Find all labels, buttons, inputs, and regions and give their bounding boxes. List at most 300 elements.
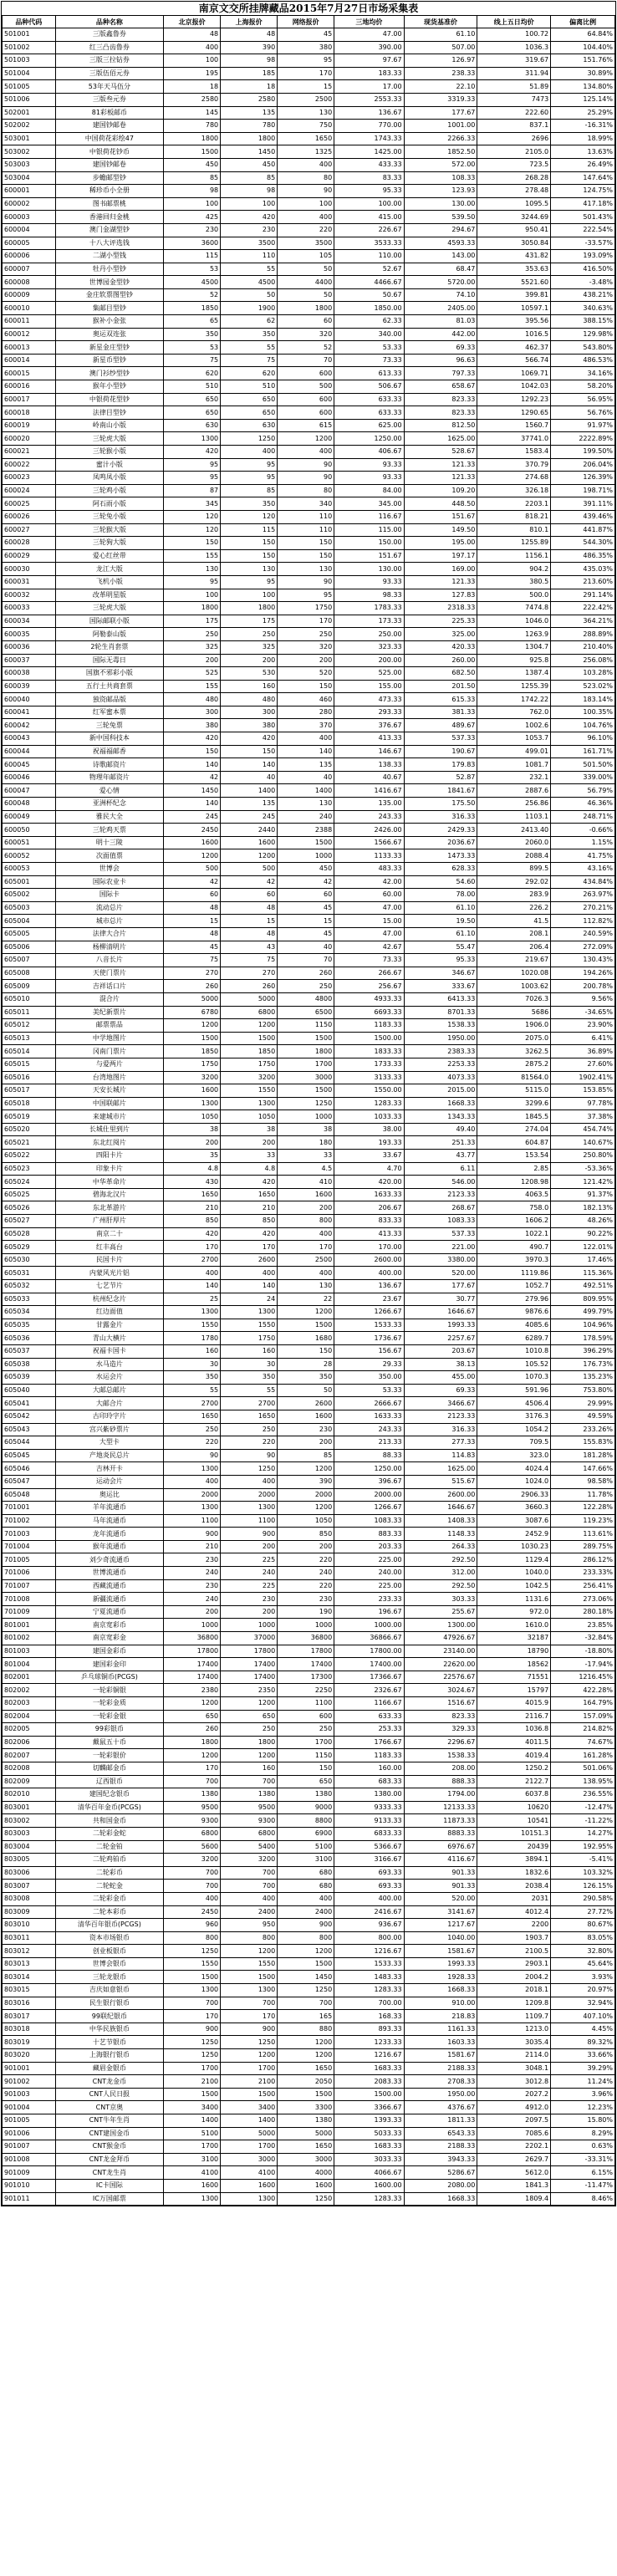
item-name-cell: 上海银行银币 (55, 2049, 163, 2063)
spot-base-price-cell: 325.00 (404, 628, 477, 641)
item-code-cell: 803004 (3, 1840, 56, 1854)
spot-base-price-cell: 1083.33 (404, 1215, 477, 1228)
item-name-cell: 阿勒泰山版 (55, 628, 163, 641)
five-day-avg-cell: 1213.0 (477, 2023, 551, 2036)
beijing-price-cell: 1850 (164, 302, 221, 315)
item-name-cell: 牡丹小型钞 (55, 263, 163, 276)
shanghai-price-cell: 98 (221, 185, 278, 198)
beijing-price-cell: 1600 (164, 2179, 221, 2192)
online-price-cell: 70 (278, 354, 334, 367)
shanghai-price-cell: 350 (221, 1371, 278, 1385)
item-code-cell: 605017 (3, 1084, 56, 1098)
item-name-cell: 法律大合片 (55, 927, 163, 941)
table-row (3, 406, 615, 420)
online-price-cell: 130 (278, 563, 334, 576)
item-code-cell: 605035 (3, 1319, 56, 1332)
beijing-price-cell: 36800 (164, 1632, 221, 1645)
deviation-ratio-cell: 83.05% (551, 1931, 615, 1945)
avg-price-cell: 525.00 (334, 667, 404, 681)
spot-base-price-cell: 1646.67 (404, 1306, 477, 1319)
deviation-ratio-cell: -5.41% (551, 1854, 615, 1867)
online-price-cell: 85 (278, 1449, 334, 1462)
beijing-price-cell: 425 (164, 211, 221, 224)
table-row (3, 1253, 615, 1267)
five-day-avg-cell: 1046.0 (477, 615, 551, 628)
item-name-cell: 民国卡片 (55, 1253, 163, 1267)
item-code-cell: 605042 (3, 1410, 56, 1423)
beijing-price-cell: 155 (164, 549, 221, 563)
five-day-avg-cell: 2116.7 (477, 1710, 551, 1723)
spot-base-price-cell: 455.00 (404, 1371, 477, 1385)
online-price-cell: 800 (278, 1931, 334, 1945)
deviation-ratio-cell: 407.10% (551, 2010, 615, 2023)
online-price-cell: 700 (278, 1997, 334, 2010)
deviation-ratio-cell: 164.79% (551, 1697, 615, 1711)
shanghai-price-cell: 1800 (221, 132, 278, 145)
deviation-ratio-cell: 74.67% (551, 1736, 615, 1749)
beijing-price-cell: 170 (164, 2010, 221, 2023)
spot-base-price-cell: 255.67 (404, 1605, 477, 1619)
item-name-cell: 中华革命片 (55, 1176, 163, 1189)
beijing-price-cell: 42 (164, 771, 221, 784)
item-code-cell: 605025 (3, 1188, 56, 1201)
beijing-price-cell: 1500 (164, 2088, 221, 2101)
beijing-price-cell: 35 (164, 1150, 221, 1163)
shanghai-price-cell: 9300 (221, 1814, 278, 1828)
deviation-ratio-cell: 23.90% (551, 1019, 615, 1033)
table-row (3, 563, 615, 576)
spot-base-price-cell: 1841.67 (404, 784, 477, 798)
deviation-ratio-cell: -32.84% (551, 1632, 615, 1645)
avg-price-cell: 413.33 (334, 732, 404, 746)
online-price-cell: 150 (278, 537, 334, 550)
shanghai-price-cell: 1700 (221, 2140, 278, 2154)
deviation-ratio-cell: 15.80% (551, 2114, 615, 2128)
spot-base-price-cell: 12133.33 (404, 1801, 477, 1814)
five-day-avg-cell: 1263.9 (477, 628, 551, 641)
spot-base-price-cell: 3466.67 (404, 1397, 477, 1410)
item-code-cell: 802002 (3, 1684, 56, 1697)
beijing-price-cell: 350 (164, 1371, 221, 1385)
five-day-avg-cell: 2203.1 (477, 497, 551, 511)
online-price-cell: 220 (278, 223, 334, 237)
beijing-price-cell: 160 (164, 1344, 221, 1358)
beijing-price-cell: 145 (164, 106, 221, 120)
spot-base-price-cell: 1668.33 (404, 1984, 477, 1997)
avg-price-cell: 2666.67 (334, 1397, 404, 1410)
shanghai-price-cell: 1300 (221, 1502, 278, 1515)
online-price-cell: 4400 (278, 276, 334, 289)
online-price-cell: 28 (278, 1358, 334, 1371)
avg-price-cell: 1600.00 (334, 2179, 404, 2192)
online-price-cell: 280 (278, 706, 334, 719)
spot-base-price-cell: 55.47 (404, 941, 477, 954)
item-name-cell: 爱心情 (55, 784, 163, 798)
beijing-price-cell: 1200 (164, 1019, 221, 1033)
five-day-avg-cell: 6037.8 (477, 1788, 551, 1802)
avg-price-cell: 29.33 (334, 1358, 404, 1371)
spot-base-price-cell: 292.50 (404, 1579, 477, 1593)
item-name-cell: 吉林开卡 (55, 1462, 163, 1476)
five-day-avg-cell: 1024.0 (477, 1475, 551, 1488)
beijing-price-cell: 420 (164, 1227, 221, 1241)
online-price-cell: 2600 (278, 1397, 334, 1410)
item-code-cell: 503003 (3, 158, 56, 171)
five-day-avg-cell: 311.94 (477, 67, 551, 80)
shanghai-price-cell: 95 (221, 472, 278, 485)
five-day-avg-cell: 2038.4 (477, 1880, 551, 1893)
shanghai-price-cell: 150 (221, 745, 278, 758)
item-name-cell: IC卡国际 (55, 2179, 163, 2192)
shanghai-price-cell: 37000 (221, 1632, 278, 1645)
item-code-cell: 600028 (3, 537, 56, 550)
beijing-price-cell: 90 (164, 1449, 221, 1462)
spot-base-price-cell: 22.10 (404, 80, 477, 94)
five-day-avg-cell: 3035.4 (477, 2036, 551, 2049)
spot-base-price-cell: 6.11 (404, 1162, 477, 1176)
table-row (3, 1280, 615, 1293)
shanghai-price-cell: 420 (221, 1176, 278, 1189)
table-row (3, 1645, 615, 1658)
online-price-cell: 600 (278, 393, 334, 406)
item-code-cell: 600020 (3, 432, 56, 446)
spot-base-price-cell: 6976.67 (404, 1840, 477, 1854)
deviation-ratio-cell: 198.71% (551, 484, 615, 497)
five-day-avg-cell: 4012.4 (477, 1905, 551, 1919)
item-code-cell: 605021 (3, 1136, 56, 1150)
item-code-cell: 605041 (3, 1397, 56, 1410)
shanghai-price-cell: 250 (221, 1423, 278, 1436)
deviation-ratio-cell: 45.64% (551, 1957, 615, 1971)
online-price-cell: 680 (278, 1880, 334, 1893)
item-code-cell: 605048 (3, 1488, 56, 1502)
online-price-cell: 1000 (278, 1110, 334, 1124)
five-day-avg-cell: 1069.71 (477, 367, 551, 380)
beijing-price-cell: 95 (164, 458, 221, 472)
item-name-cell: 奥运双连张 (55, 328, 163, 341)
five-day-avg-cell: 274.04 (477, 1123, 551, 1136)
item-code-cell: 605037 (3, 1344, 56, 1358)
beijing-price-cell: 700 (164, 1880, 221, 1893)
item-name-cell: 国际卡 (55, 889, 163, 902)
online-price-cell: 1250 (278, 1984, 334, 1997)
avg-price-cell: 1743.33 (334, 132, 404, 145)
five-day-avg-cell: 1002.6 (477, 719, 551, 732)
item-name-cell: 建国彩金印 (55, 1658, 163, 1671)
avg-price-cell: 1133.33 (334, 849, 404, 863)
avg-price-cell: 42.00 (334, 875, 404, 889)
shanghai-price-cell: 75 (221, 354, 278, 367)
five-day-avg-cell: 837.1 (477, 120, 551, 133)
table-row (3, 1866, 615, 1880)
avg-price-cell: 130.00 (334, 563, 404, 576)
five-day-avg-cell: 1129.4 (477, 1553, 551, 1567)
beijing-price-cell: 525 (164, 667, 221, 681)
deviation-ratio-cell: 1216.45% (551, 1671, 615, 1684)
avg-price-cell: 1500.00 (334, 1032, 404, 1045)
deviation-ratio-cell: -11.22% (551, 1814, 615, 1828)
deviation-ratio-cell: 214.82% (551, 1723, 615, 1737)
shanghai-price-cell: 1800 (221, 602, 278, 615)
table-row (3, 354, 615, 367)
item-name-cell: 青山大横片 (55, 1332, 163, 1345)
item-name-cell: 天使门票片 (55, 967, 163, 980)
deviation-ratio-cell: 181.28% (551, 1449, 615, 1462)
item-code-cell: 901007 (3, 2140, 56, 2154)
item-code-cell: 600012 (3, 328, 56, 341)
item-code-cell: 600030 (3, 563, 56, 576)
online-price-cell: 1450 (278, 1971, 334, 1984)
item-code-cell: 803009 (3, 1905, 56, 1919)
item-code-cell: 901009 (3, 2166, 56, 2180)
spot-base-price-cell: 5720.00 (404, 276, 477, 289)
beijing-price-cell: 345 (164, 497, 221, 511)
avg-price-cell: 84.00 (334, 484, 404, 497)
deviation-ratio-cell: 523.02% (551, 680, 615, 693)
deviation-ratio-cell: 501.50% (551, 758, 615, 772)
spot-base-price-cell: 74.10 (404, 288, 477, 302)
avg-price-cell: 253.33 (334, 1723, 404, 1737)
spot-base-price-cell: 1993.33 (404, 1957, 477, 1971)
online-price-cell: 400 (278, 1227, 334, 1241)
item-name-cell: 南京宽彩金 (55, 1632, 163, 1645)
deviation-ratio-cell: 27.72% (551, 1905, 615, 1919)
item-name-cell: 水马造片 (55, 1358, 163, 1371)
item-code-cell: 803008 (3, 1892, 56, 1905)
item-name-cell: 红军蜜本票 (55, 706, 163, 719)
item-code-cell: 502002 (3, 120, 56, 133)
online-price-cell: 230 (278, 1423, 334, 1436)
deviation-ratio-cell: 64.84% (551, 28, 615, 42)
avg-price-cell: 225.00 (334, 1579, 404, 1593)
shanghai-price-cell: 800 (221, 1931, 278, 1945)
online-price-cell: 250 (278, 1723, 334, 1737)
online-price-cell: 60 (278, 889, 334, 902)
online-price-cell: 1650 (278, 2062, 334, 2075)
five-day-avg-cell: 1053.7 (477, 732, 551, 746)
deviation-ratio-cell: 115.36% (551, 1267, 615, 1280)
avg-price-cell: 160.00 (334, 1762, 404, 1775)
deviation-ratio-cell: 501.43% (551, 211, 615, 224)
avg-price-cell: 833.33 (334, 1215, 404, 1228)
deviation-ratio-cell: 388.15% (551, 315, 615, 329)
online-price-cell: 110 (278, 510, 334, 523)
spot-base-price-cell: 4593.33 (404, 237, 477, 250)
beijing-price-cell: 150 (164, 745, 221, 758)
table-row (3, 1150, 615, 1163)
table-row (3, 2114, 615, 2128)
table-row (3, 1332, 615, 1345)
avg-price-cell: 9333.33 (334, 1801, 404, 1814)
beijing-price-cell: 53 (164, 341, 221, 355)
five-day-avg-cell: 4063.5 (477, 1188, 551, 1201)
shanghai-price-cell: 400 (221, 446, 278, 459)
shanghai-price-cell: 250 (221, 628, 278, 641)
item-name-cell: 大邮总邮片 (55, 1384, 163, 1397)
online-price-cell: 70 (278, 954, 334, 967)
item-code-cell: 803005 (3, 1854, 56, 1867)
deviation-ratio-cell: 417.18% (551, 197, 615, 211)
item-name-cell: 十八大评选钱 (55, 237, 163, 250)
item-code-cell: 901006 (3, 2127, 56, 2140)
deviation-ratio-cell: 199.50% (551, 446, 615, 459)
five-day-avg-cell: 2105.0 (477, 145, 551, 159)
beijing-price-cell: 1500 (164, 145, 221, 159)
item-code-cell: 501001 (3, 28, 56, 42)
beijing-price-cell: 3600 (164, 237, 221, 250)
avg-price-cell: 1850.00 (334, 302, 404, 315)
spot-base-price-cell: 572.00 (404, 158, 477, 171)
beijing-price-cell: 100 (164, 197, 221, 211)
online-price-cell: 2250 (278, 1684, 334, 1697)
table-row (3, 980, 615, 993)
spot-base-price-cell: 316.33 (404, 1423, 477, 1436)
table-row (3, 1945, 615, 1958)
table-row (3, 106, 615, 120)
five-day-avg-cell: 3176.3 (477, 1410, 551, 1423)
item-code-cell: 605004 (3, 915, 56, 928)
item-code-cell: 605044 (3, 1436, 56, 1450)
online-price-cell: 130 (278, 1280, 334, 1293)
item-name-cell: CNT人民日报 (55, 2088, 163, 2101)
shanghai-price-cell: 120 (221, 510, 278, 523)
online-price-cell: 6900 (278, 1827, 334, 1840)
online-price-cell: 45 (278, 927, 334, 941)
avg-price-cell: 53.33 (334, 341, 404, 355)
deviation-ratio-cell: 256.41% (551, 1579, 615, 1593)
spot-base-price-cell: 52.87 (404, 771, 477, 784)
five-day-avg-cell: 3262.5 (477, 1045, 551, 1058)
avg-price-cell: 1283.33 (334, 2192, 404, 2206)
online-price-cell: 60 (278, 315, 334, 329)
five-day-avg-cell: 5521.60 (477, 276, 551, 289)
item-name-cell: 三轮猴大版 (55, 523, 163, 537)
item-code-cell: 600001 (3, 185, 56, 198)
spot-base-price-cell: 420.33 (404, 640, 477, 654)
table-row (3, 927, 615, 941)
five-day-avg-cell: 2629.7 (477, 2153, 551, 2166)
shanghai-price-cell: 4100 (221, 2166, 278, 2180)
spot-base-price-cell: 303.33 (404, 1593, 477, 1606)
sheet-title: 南京文交所挂牌藏品2015年7月27日市场采集表 (2, 2, 615, 16)
table-row (3, 1176, 615, 1189)
spot-base-price-cell: 1001.00 (404, 120, 477, 133)
table-row (3, 1502, 615, 1515)
item-code-cell: 600037 (3, 654, 56, 667)
beijing-price-cell: 9300 (164, 1814, 221, 1828)
five-day-avg-cell: 1036.3 (477, 41, 551, 54)
online-price-cell: 8800 (278, 1814, 334, 1828)
avg-price-cell: 1250.00 (334, 1462, 404, 1476)
avg-price-cell: 1533.33 (334, 1319, 404, 1332)
online-price-cell: 190 (278, 1605, 334, 1619)
spot-base-price-cell: 1516.67 (404, 1697, 477, 1711)
online-price-cell: 400 (278, 732, 334, 746)
spot-base-price-cell: 96.63 (404, 354, 477, 367)
table-row (3, 1045, 615, 1058)
item-name-cell: 红三凸齿鲁券 (55, 41, 163, 54)
five-day-avg-cell: 1020.08 (477, 967, 551, 980)
online-price-cell: 130 (278, 798, 334, 811)
deviation-ratio-cell: 23.85% (551, 1619, 615, 1632)
five-day-avg-cell: 326.18 (477, 484, 551, 497)
shanghai-price-cell: 325 (221, 640, 278, 654)
beijing-price-cell: 510 (164, 380, 221, 394)
five-day-avg-cell: 1304.7 (477, 640, 551, 654)
table-row (3, 602, 615, 615)
beijing-price-cell: 52 (164, 288, 221, 302)
avg-price-cell: 1393.33 (334, 2114, 404, 2128)
spot-base-price-cell: 1625.00 (404, 432, 477, 446)
beijing-price-cell: 3200 (164, 1071, 221, 1084)
online-price-cell: 150 (278, 680, 334, 693)
deviation-ratio-cell: 176.73% (551, 1358, 615, 1371)
item-code-cell: 901010 (3, 2179, 56, 2192)
online-price-cell: 90 (278, 185, 334, 198)
item-code-cell: 605006 (3, 941, 56, 954)
item-name-cell: 东北红阅片 (55, 1136, 163, 1150)
deviation-ratio-cell: 121.42% (551, 1176, 615, 1189)
online-price-cell: 1650 (278, 132, 334, 145)
shanghai-price-cell: 620 (221, 367, 278, 380)
spot-base-price-cell: 2708.33 (404, 2075, 477, 2089)
online-price-cell: 3500 (278, 237, 334, 250)
table-row (3, 158, 615, 171)
deviation-ratio-cell: 126.15% (551, 1880, 615, 1893)
avg-price-cell: 1380.00 (334, 1788, 404, 1802)
column-header: 上海报价 (221, 16, 278, 28)
item-name-cell: 二轮本彩币 (55, 1905, 163, 1919)
avg-price-cell: 770.00 (334, 120, 404, 133)
table-row (3, 758, 615, 772)
item-name-cell: 流动总片 (55, 901, 163, 915)
avg-price-cell: 173.33 (334, 615, 404, 628)
avg-price-cell: 2416.67 (334, 1905, 404, 1919)
item-name-cell: 新疆流通币 (55, 1593, 163, 1606)
table-row (3, 497, 615, 511)
item-code-cell: 605010 (3, 992, 56, 1006)
item-name-cell: 七艺节片 (55, 1280, 163, 1293)
spot-base-price-cell: 2123.33 (404, 1410, 477, 1423)
deviation-ratio-cell: 1.15% (551, 836, 615, 849)
deviation-ratio-cell: 753.80% (551, 1384, 615, 1397)
item-code-cell: 600026 (3, 510, 56, 523)
deviation-ratio-cell: 151.76% (551, 54, 615, 68)
deviation-ratio-cell: 543.80% (551, 341, 615, 355)
beijing-price-cell: 650 (164, 393, 221, 406)
item-code-cell: 501005 (3, 80, 56, 94)
deviation-ratio-cell: 90.22% (551, 1227, 615, 1241)
avg-price-cell: 4066.67 (334, 2166, 404, 2180)
item-name-cell: 飞机小版 (55, 575, 163, 589)
avg-price-cell: 1083.33 (334, 1514, 404, 1528)
online-price-cell: 150 (278, 1762, 334, 1775)
online-price-cell: 1700 (278, 1736, 334, 1749)
five-day-avg-cell: 399.81 (477, 288, 551, 302)
online-price-cell: 1200 (278, 1502, 334, 1515)
online-price-cell: 1500 (278, 1957, 334, 1971)
item-code-cell: 605032 (3, 1280, 56, 1293)
five-day-avg-cell: 1131.6 (477, 1593, 551, 1606)
beijing-price-cell: 230 (164, 1579, 221, 1593)
shanghai-price-cell: 17800 (221, 1645, 278, 1658)
avg-price-cell: 1216.67 (334, 1945, 404, 1958)
deviation-ratio-cell: 486.53% (551, 354, 615, 367)
deviation-ratio-cell: 56.95% (551, 393, 615, 406)
table-row (3, 2062, 615, 2075)
online-price-cell: 320 (278, 328, 334, 341)
item-name-cell: 杭州纪念片 (55, 1293, 163, 1306)
